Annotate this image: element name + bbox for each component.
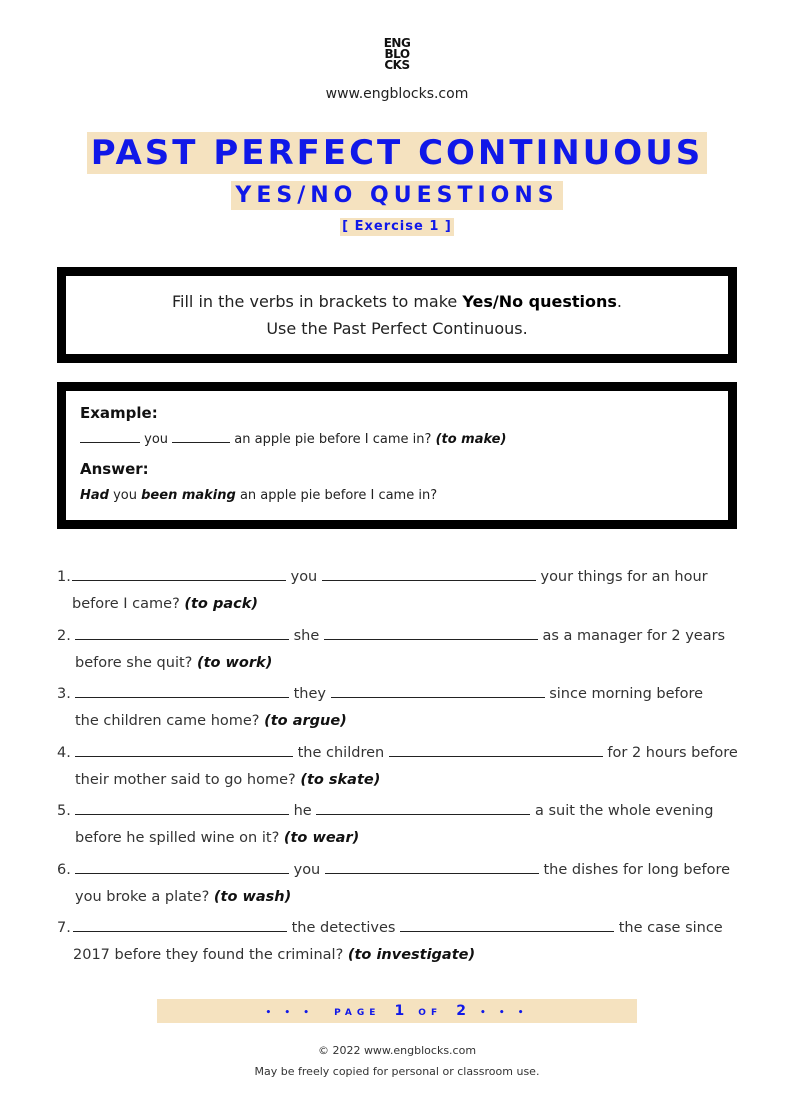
page-word: PAGE	[334, 1008, 381, 1018]
answer-sentence: Had you been making an apple pie before I came in?	[80, 488, 438, 503]
example-hint: (to make)	[435, 432, 507, 447]
license-text: May be freely copied for personal or classroom use.	[254, 1065, 540, 1078]
question-2: 2. she as a manager for 2 years before she quit? (to work)	[57, 628, 726, 671]
answer-blank[interactable]	[75, 801, 289, 815]
exercise-label: [ Exercise 1 ]	[342, 219, 452, 234]
dots-right: • • •	[480, 1008, 529, 1018]
page-title: PAST PERFECT CONTINUOUS	[87, 132, 708, 174]
example-blank	[172, 431, 230, 443]
logo-line: ENG	[383, 36, 411, 50]
page-subtitle: YES/NO QUESTIONS	[231, 181, 562, 210]
instructions-box	[57, 267, 737, 363]
answer-blank[interactable]	[325, 860, 539, 874]
example-label: Example:	[80, 404, 158, 422]
answer-blank[interactable]	[316, 801, 530, 815]
question-5: 5. he a suit the whole evening before he spilled wine on it? (to wear)	[57, 803, 714, 846]
answer-blank[interactable]	[389, 743, 603, 757]
page-indicator	[157, 999, 637, 1023]
answer-blank[interactable]	[75, 860, 289, 874]
dots-left: • • •	[265, 1008, 314, 1018]
instruction-line-1: Fill in the verbs in brackets to make Yes/No questions.	[172, 292, 622, 311]
answer-blank[interactable]	[400, 918, 614, 932]
of-word: OF	[418, 1008, 443, 1018]
logo-line: BLO	[384, 47, 410, 61]
answer-blank[interactable]	[75, 626, 289, 640]
site-url: www.engblocks.com	[325, 86, 469, 102]
instruction-emphasis: Yes/No questions	[462, 292, 617, 311]
engblocks-logo	[0, 38, 794, 71]
answer-blank[interactable]	[322, 567, 536, 581]
answer-blank[interactable]	[73, 918, 287, 932]
question-3: 3. they since morning before the children came home? (to argue)	[57, 686, 704, 729]
answer-blank[interactable]	[75, 743, 293, 757]
question-4: 4. the children for 2 hours before their mother said to go home? (to skate)	[57, 745, 738, 788]
instruction-line-2: Use the Past Perfect Continuous.	[266, 319, 528, 338]
answer-blank[interactable]	[72, 567, 286, 581]
answer-blank[interactable]	[331, 684, 545, 698]
example-box	[57, 382, 737, 529]
example-blank	[80, 431, 140, 443]
question-1: 1. you your things for an hour before I came? (to pack)	[57, 569, 708, 612]
answer-label: Answer:	[80, 460, 149, 478]
logo-line: CKS	[384, 58, 410, 72]
example-sentence: you an apple pie before I came in? (to make)	[80, 431, 728, 449]
copyright-text: © 2022 www.engblocks.com	[317, 1044, 477, 1057]
answer-blank[interactable]	[324, 626, 538, 640]
question-7: 7. the detectives the case since 2017 before they found the criminal? (to investigate)	[57, 920, 723, 963]
question-6: 6. you the dishes for long before you broke a plate? (to wash)	[57, 862, 731, 905]
answer-blank[interactable]	[75, 684, 289, 698]
current-page: 1	[394, 1003, 405, 1019]
total-pages: 2	[456, 1003, 466, 1019]
